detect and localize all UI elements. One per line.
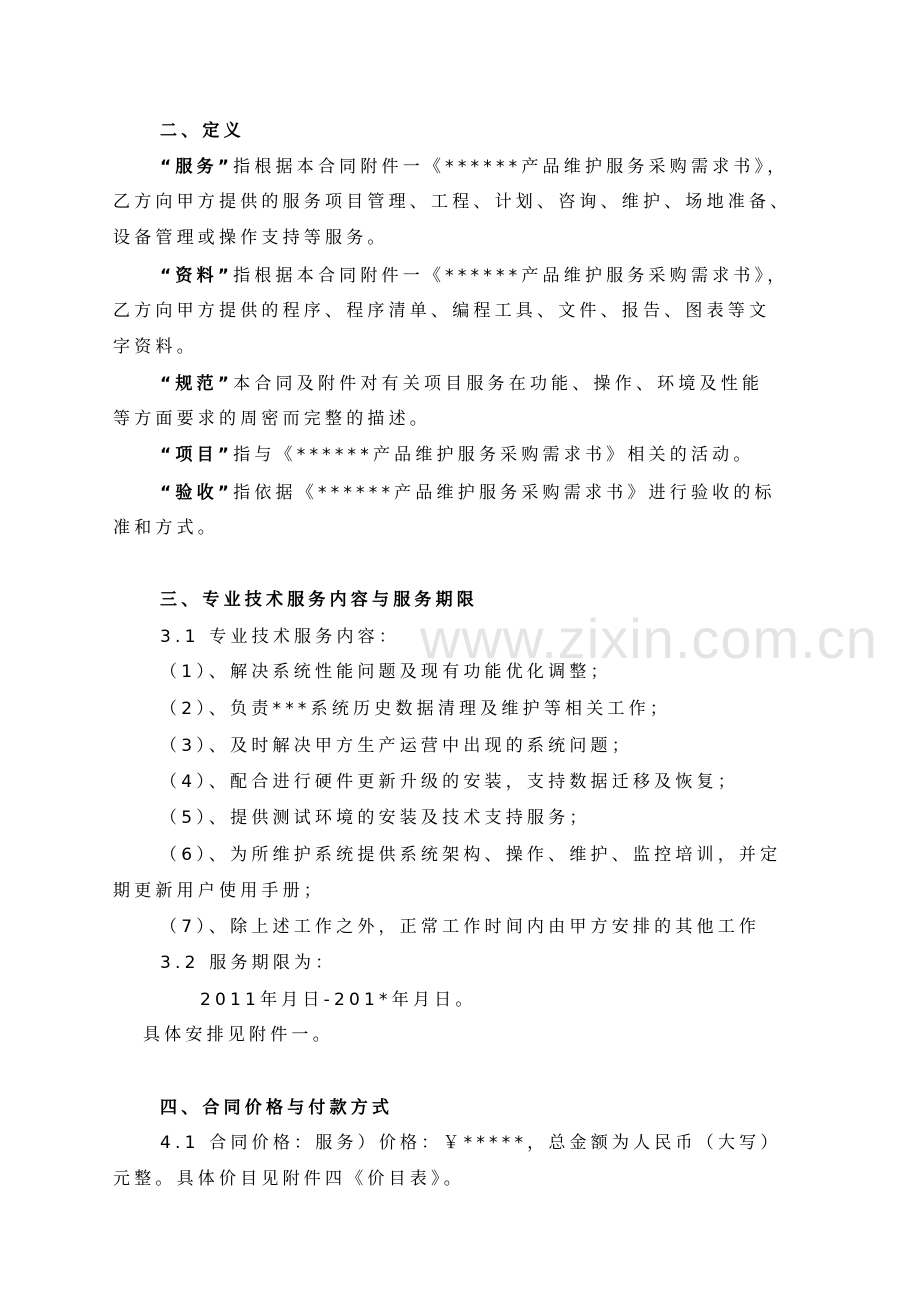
- def-acceptance-term: “验收”: [160, 483, 234, 503]
- service-item-4: （4）、配合进行硬件更新升级的安装，支持数据迁移及恢复；: [160, 772, 739, 792]
- def-acceptance-line1: [160, 481, 776, 505]
- price-line1: 4.1 合同价格：服务）价格：￥*****，总金额为人民币（大写）: [160, 1133, 782, 1153]
- service-item-3: （3）、及时解决甲方生产运营中出现的系统问题；: [160, 736, 633, 756]
- def-service-term: “服务”: [160, 157, 234, 177]
- service-item-6: （6）、为所维护系统提供系统架构、操作、维护、监控培训，并定: [160, 845, 782, 865]
- def-spec-text: 本合同及附件对有关项目服务在功能、操作、环境及性能: [233, 374, 764, 394]
- def-project-line1: [160, 443, 755, 467]
- def-material-line1: [160, 264, 788, 288]
- section2-heading: 二、定义: [160, 121, 245, 141]
- def-spec-term: “规范”: [160, 374, 234, 394]
- service-item-2: （2）、负责***系统历史数据清理及维护等相关工作；: [160, 699, 672, 719]
- def-material-line2: 乙方向甲方提供的程序、程序清单、编程工具、文件、报告、图表等文: [113, 301, 771, 321]
- def-spec-line2: 等方面要求的周密而完整的描述。: [113, 409, 431, 429]
- section3-heading: 三、专业技术服务内容与服务期限: [160, 590, 478, 610]
- def-material-text: 指根据本合同附件一《******产品维护服务采购需求书》，: [233, 266, 789, 286]
- schedule-note: 具体安排见附件一。: [143, 1025, 334, 1045]
- def-material-line3: 字资料。: [113, 337, 198, 357]
- service-item-7: （7）、除上述工作之外，正常工作时间内由甲方安排的其他工作: [160, 917, 761, 937]
- def-project-term: “项目”: [160, 445, 234, 465]
- service-item-1: （1）、解决系统性能问题及现有功能优化调整；: [160, 662, 612, 682]
- def-acceptance-line2: 准和方式。: [113, 518, 219, 538]
- section3-sub1: 3.1 专业技术服务内容：: [160, 627, 401, 647]
- def-service-line2: 乙方向甲方提供的服务项目管理、工程、计划、咨询、维护、场地准备、: [113, 192, 792, 212]
- service-period: 2011年月日-201*年月日。: [200, 990, 477, 1010]
- price-line2: 元整。具体价目见附件四《价目表》。: [113, 1169, 465, 1189]
- def-acceptance-text: 指依据《******产品维护服务采购需求书》进行验收的标: [233, 483, 776, 503]
- def-service-text: 指根据本合同附件一《******产品维护服务采购需求书》，: [233, 157, 789, 177]
- section4-heading: 四、合同价格与付款方式: [160, 1098, 394, 1118]
- def-project-text: 指与《******产品维护服务采购需求书》相关的活动。: [233, 445, 755, 465]
- section3-sub2: 3.2 服务期限为：: [160, 953, 337, 973]
- def-spec-line1: [160, 372, 763, 396]
- def-service-line1: [160, 155, 805, 179]
- def-service-line3: 设备管理或操作支持等服务。: [113, 228, 389, 248]
- service-item-6-cont: 期更新用户使用手册；: [113, 881, 325, 901]
- service-item-5: （5）、提供测试环境的安装及技术支持服务；: [160, 808, 591, 828]
- def-material-term: “资料”: [160, 266, 234, 286]
- watermark: www.zixin.com.cn: [420, 607, 878, 670]
